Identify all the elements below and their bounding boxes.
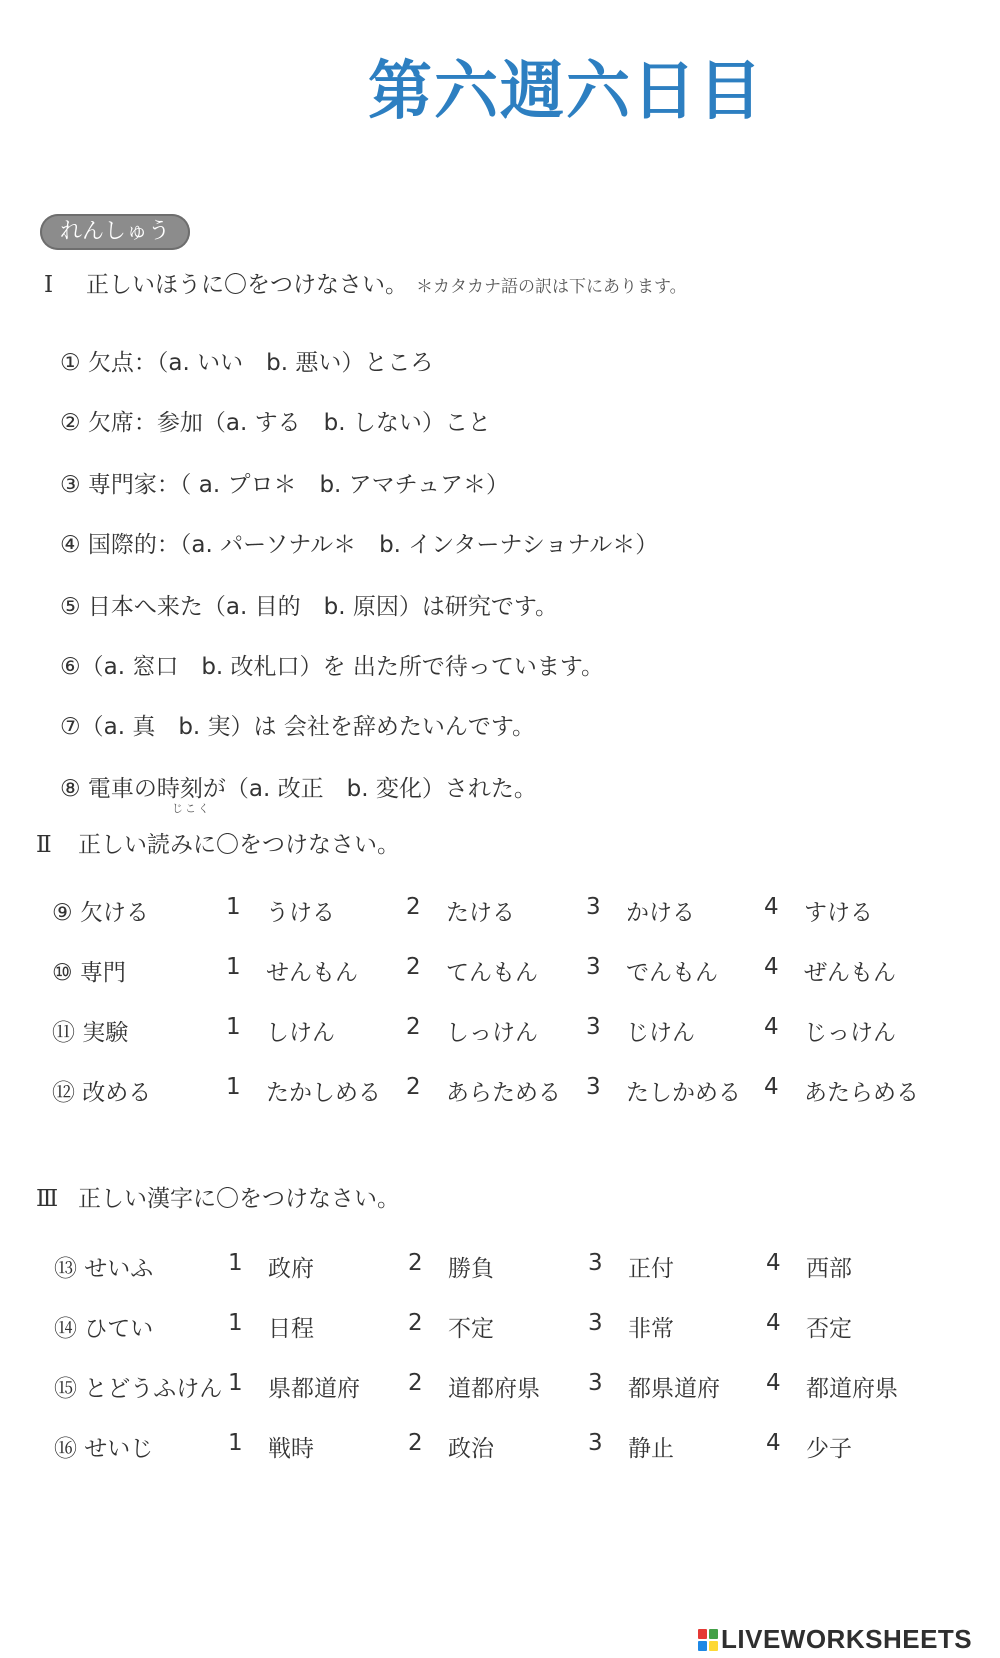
liveworksheets-logo	[698, 1624, 972, 1655]
option-choice[interactable]: じっけん	[804, 1020, 896, 1046]
section-1-note: ＊カタカナ語の訳は下にあります。	[416, 277, 687, 297]
option-number: 3	[586, 1074, 601, 1100]
option-number: 4	[766, 1370, 781, 1396]
question-2: ② 欠席：参加（a. する b. しない）こと	[60, 410, 491, 436]
option-number: 4	[766, 1430, 781, 1456]
option-choice[interactable]: 都道府県	[806, 1376, 898, 1402]
option-number: 4	[764, 894, 779, 920]
option-choice[interactable]: ぜんもん	[804, 960, 896, 986]
option-number: 1	[226, 1014, 241, 1040]
option-number: 2	[408, 1370, 423, 1396]
question-word: ⑪ 実験	[52, 1020, 129, 1046]
question-word: ⑫ 改める	[52, 1080, 152, 1106]
option-choice[interactable]: あたらめる	[804, 1080, 919, 1106]
option-choice[interactable]: 道都府県	[448, 1376, 540, 1402]
option-choice[interactable]: 正付	[628, 1256, 674, 1282]
option-number: 1	[226, 954, 241, 980]
question-3: ③ 専門家：（ a. プロ＊ b. アマチュア＊）	[60, 472, 509, 498]
option-number: 1	[228, 1430, 243, 1456]
liveworksheets-logo-text: LIVEWORKSHEETS	[721, 1624, 973, 1654]
option-number: 1	[226, 894, 241, 920]
page-title: 第六週六日目	[368, 55, 764, 129]
option-choice[interactable]: 戦時	[268, 1436, 314, 1462]
option-number: 2	[406, 1014, 421, 1040]
option-choice[interactable]: てんもん	[446, 960, 538, 986]
option-number: 1	[228, 1250, 243, 1276]
option-number: 3	[588, 1250, 603, 1276]
question-6: ⑥（a. 窓口 b. 改札口）を 出た所で待っています。	[60, 654, 605, 680]
question-word: ⑬ せいふ	[54, 1256, 154, 1282]
option-choice[interactable]: 政治	[448, 1436, 494, 1462]
option-number: 4	[764, 1014, 779, 1040]
option-choice[interactable]: 勝負	[448, 1256, 494, 1282]
option-choice[interactable]: 都県道府	[628, 1376, 720, 1402]
option-choice[interactable]: たける	[446, 900, 515, 926]
section-3-number: Ⅲ	[36, 1186, 59, 1212]
option-choice[interactable]: 政府	[268, 1256, 314, 1282]
option-number: 2	[408, 1310, 423, 1336]
option-number: 2	[406, 954, 421, 980]
option-choice[interactable]: たかしめる	[266, 1080, 381, 1106]
question-8: ⑧ 電車の時刻が（a. 改正 b. 変化）された。	[60, 776, 537, 802]
option-number: 1	[226, 1074, 241, 1100]
liveworksheets-logo-icon	[698, 1629, 718, 1651]
option-number: 3	[586, 1014, 601, 1040]
question-1: ① 欠点：（a. いい b. 悪い）ところ	[60, 350, 434, 376]
option-number: 3	[588, 1310, 603, 1336]
option-choice[interactable]: せんもん	[266, 960, 358, 986]
furigana-jikoku: じこく	[172, 802, 211, 815]
option-choice[interactable]: 日程	[268, 1316, 314, 1342]
section-2-text: 正しい読みに〇をつけなさい。	[78, 832, 400, 858]
question-4: ④ 国際的：（a. パーソナル＊ b. インターナショナル＊）	[60, 532, 659, 558]
option-number: 2	[406, 894, 421, 920]
option-choice[interactable]: 静止	[628, 1436, 674, 1462]
option-number: 2	[408, 1430, 423, 1456]
option-number: 1	[228, 1370, 243, 1396]
option-number: 4	[766, 1310, 781, 1336]
section-1-heading	[44, 266, 687, 299]
section-1-number: Ⅰ	[44, 272, 54, 298]
option-choice[interactable]: 県都道府	[268, 1376, 360, 1402]
option-number: 3	[586, 954, 601, 980]
option-number: 3	[588, 1370, 603, 1396]
question-word: ⑮ とどうふけん	[54, 1376, 223, 1402]
section-1-text: 正しいほうに〇をつけなさい。	[86, 272, 408, 298]
option-number: 4	[764, 1074, 779, 1100]
question-word: ⑩ 専門	[52, 960, 126, 986]
section-2-heading	[36, 826, 400, 859]
option-choice[interactable]: 西部	[806, 1256, 852, 1282]
option-choice[interactable]: 非常	[628, 1316, 674, 1342]
question-word: ⑯ せいじ	[54, 1436, 154, 1462]
option-choice[interactable]: 否定	[806, 1316, 852, 1342]
option-choice[interactable]: しっけん	[446, 1020, 538, 1046]
section-3-heading	[36, 1180, 400, 1213]
option-choice[interactable]: しけん	[266, 1020, 335, 1046]
option-number: 2	[408, 1250, 423, 1276]
option-choice[interactable]: かける	[626, 900, 695, 926]
option-choice[interactable]: 不定	[448, 1316, 494, 1342]
question-word: ⑭ ひてい	[54, 1316, 154, 1342]
option-number: 1	[228, 1310, 243, 1336]
option-number: 4	[764, 954, 779, 980]
option-choice[interactable]: すける	[804, 900, 873, 926]
option-choice[interactable]: たしかめる	[626, 1080, 741, 1106]
option-choice[interactable]: うける	[266, 900, 335, 926]
option-number: 3	[588, 1430, 603, 1456]
section-2-number: Ⅱ	[36, 832, 52, 858]
option-choice[interactable]: でんもん	[626, 960, 718, 986]
question-word: ⑨ 欠ける	[52, 900, 149, 926]
option-number: 3	[586, 894, 601, 920]
option-number: 2	[406, 1074, 421, 1100]
option-number: 4	[766, 1250, 781, 1276]
option-choice[interactable]: 少子	[806, 1436, 852, 1462]
question-7: ⑦（a. 真 b. 実）は 会社を辞めたいんです。	[60, 714, 536, 740]
option-choice[interactable]: じけん	[626, 1020, 695, 1046]
section-3-text: 正しい漢字に〇をつけなさい。	[78, 1186, 400, 1212]
question-5: ⑤ 日本へ来た（a. 目的 b. 原因）は研究です。	[60, 594, 559, 620]
option-choice[interactable]: あらためる	[446, 1080, 561, 1106]
practice-badge: れんしゅう	[40, 214, 190, 250]
